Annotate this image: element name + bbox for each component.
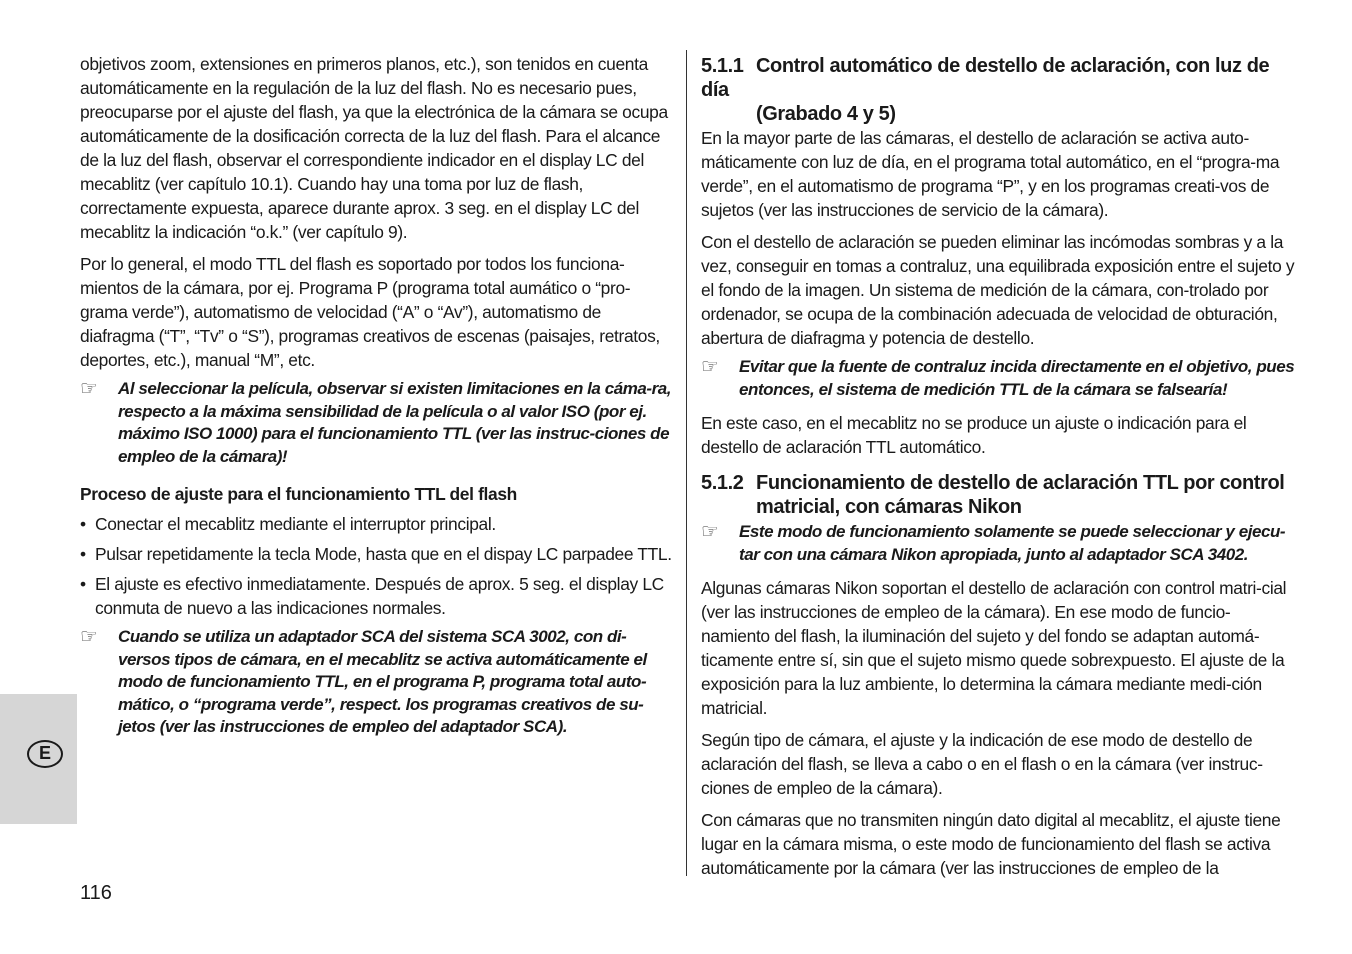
list-item: [80, 572, 676, 620]
paragraph: objetivos zoom, extensiones en primeros planos, etc.), son tenidos en cuenta automáticamente en la regulación de la luz del flash. No es necesario pues, preocuparse por el ajuste del flash, ya que la electrónica de la cámara se ocupa automáticamente de la dosificación correcta de la luz del flash. Para el alcance de la luz del flash, observar el correspondiente indicador en el display LC del mecablitz (ver capítulo 10.1). Cuando hay una toma por luz de flash, correctamente expuesta, aparece durante aprox. 3 seg. en el display LC del mecablitz la indicación “o.k.” (ver capítulo 9).: [80, 54, 668, 242]
pointing-hand-icon: ☞: [80, 626, 98, 648]
paragraph: Con cámaras que no transmiten ningún dato digital al mecablitz, el ajuste tiene lugar en la cámara misma, o este modo de funcionamiento del flash se activa automáticamente por la cámara (ver las instrucciones de empleo de la: [701, 810, 1281, 878]
page-number: 116: [80, 882, 112, 904]
paragraph: Por lo general, el modo TTL del flash es soportado por todos los funciona-mientos de la cámara, por ej. Programa P (programa total aumático o “pro-grama verde”), automatismo de velocidad (“A” o “Av”), automatismo de diafragma (“T”, “Tv” o “S”), programas creativos de escenas (paisajes, retratos, deportes, etc.), manual “M”, etc.: [80, 254, 660, 370]
note: [80, 626, 676, 739]
note-text: Cuando se utiliza un adaptador SCA del sistema SCA 3002, con di-versos tipos de cámara, en el mecablitz se activa automáticamente el modo de funcionamiento TTL, en el programa P, programa total auto-mático, o “programa verde”, respect. los programas creativos de su-jetos (ver las instrucciones de empleo del adaptador SCA).: [118, 627, 647, 736]
section-title-5-1-2: [701, 471, 1299, 519]
list-item-text: Conectar el mecablitz mediante el interruptor principal.: [95, 514, 496, 534]
right-column: [701, 54, 1299, 880]
section-title-continuation: (Grabado 4 y 5): [756, 103, 896, 125]
paragraph: En la mayor parte de las cámaras, el destello de aclaración se activa auto-máticamente con luz de día, en el programa total automático, en el “progra-ma verde”, en el automatismo de programa “P”, y en los programas creati-vos de sujetos (ver las instrucciones de servicio de la cámara).: [701, 128, 1280, 220]
left-column: [80, 52, 676, 739]
language-badge: E: [27, 740, 63, 768]
paragraph: Con el destello de aclaración se pueden eliminar las incómodas sombras y a la vez, conseguir en tomas a contraluz, una equilibrada exposición entre el sujeto y el fondo de la imagen. Un sistema de medición de la cámara, con-trolado por ordenador, se ocupa de la combinación adecuada de velocidad de obturación, abertura de diafragma y potencia de destello.: [701, 232, 1295, 348]
section-title-text: Funcionamiento de destello de aclaración TTL por control: [756, 472, 1285, 494]
column-divider: [686, 50, 687, 876]
section-title-continuation: matricial, con cámaras Nikon: [756, 496, 1022, 518]
pointing-hand-icon: ☞: [80, 378, 98, 400]
note: [80, 378, 676, 468]
list-item-text: El ajuste es efectivo inmediatamente. Después de aprox. 5 seg. el display LC conmuta de nuevo a las indicaciones normales.: [95, 574, 664, 618]
note: [701, 521, 1299, 566]
note-text: Evitar que la fuente de contraluz incida directamente en el objetivo, pues entonces, el sistema de medición TTL de la cámara se falsearía!: [739, 357, 1295, 399]
section-number: 5.1.1: [701, 55, 744, 77]
bullet-marker: •: [80, 514, 87, 534]
pointing-hand-icon: ☞: [701, 521, 719, 543]
section-title-5-1-1: [701, 54, 1299, 126]
note: [701, 356, 1299, 401]
list-item-text: Pulsar repetidamente la tecla Mode, hasta que en el dispay LC parpadee TTL.: [95, 544, 672, 564]
section-title-text: Control automático de destello de aclaración, con luz de día: [701, 55, 1270, 101]
bullet-marker: •: [80, 574, 87, 594]
note-text: Al seleccionar la película, observar si existen limitaciones en la cáma-ra, respecto a la máxima sensibilidad de la película o al valor ISO (por ej. máximo ISO 1000) para el funcionamiento TTL (ver las instruc-ciones de empleo de la cámara)!: [118, 379, 672, 466]
note-text: Este modo de funcionamiento solamente se puede seleccionar y ejecu-tar con una cámara Nikon apropiada, junto al adaptador SCA 3402.: [739, 522, 1286, 564]
list-item: [80, 542, 676, 566]
pointing-hand-icon: ☞: [701, 356, 719, 378]
section-heading: Proceso de ajuste para el funcionamiento TTL del flash: [80, 484, 517, 504]
bullet-marker: •: [80, 544, 87, 564]
list-item: [80, 512, 676, 536]
section-number: 5.1.2: [701, 472, 744, 494]
language-tab: [0, 694, 77, 824]
paragraph: En este caso, en el mecablitz no se produce un ajuste o indicación para el destello de aclaración TTL automático.: [701, 413, 1247, 457]
paragraph: Algunas cámaras Nikon soportan el destello de aclaración con control matri-cial (ver las instrucciones de empleo de la cámara). En ese modo de funcio-namiento del flash, la iluminación del sujeto y del fondo se adaptan automá-ticamente entre sí, sin que el sujeto mismo quede sobrexpuesto. El ajuste de la exposición para la luz ambiente, lo determina la cámara mediante medi-ción matricial.: [701, 578, 1287, 718]
paragraph: Según tipo de cámara, el ajuste y la indicación de ese modo de destello de aclaración del flash, se lleva a cabo o en el flash o en la cámara (ver instruc-ciones de empleo de la cámara).: [701, 730, 1263, 798]
